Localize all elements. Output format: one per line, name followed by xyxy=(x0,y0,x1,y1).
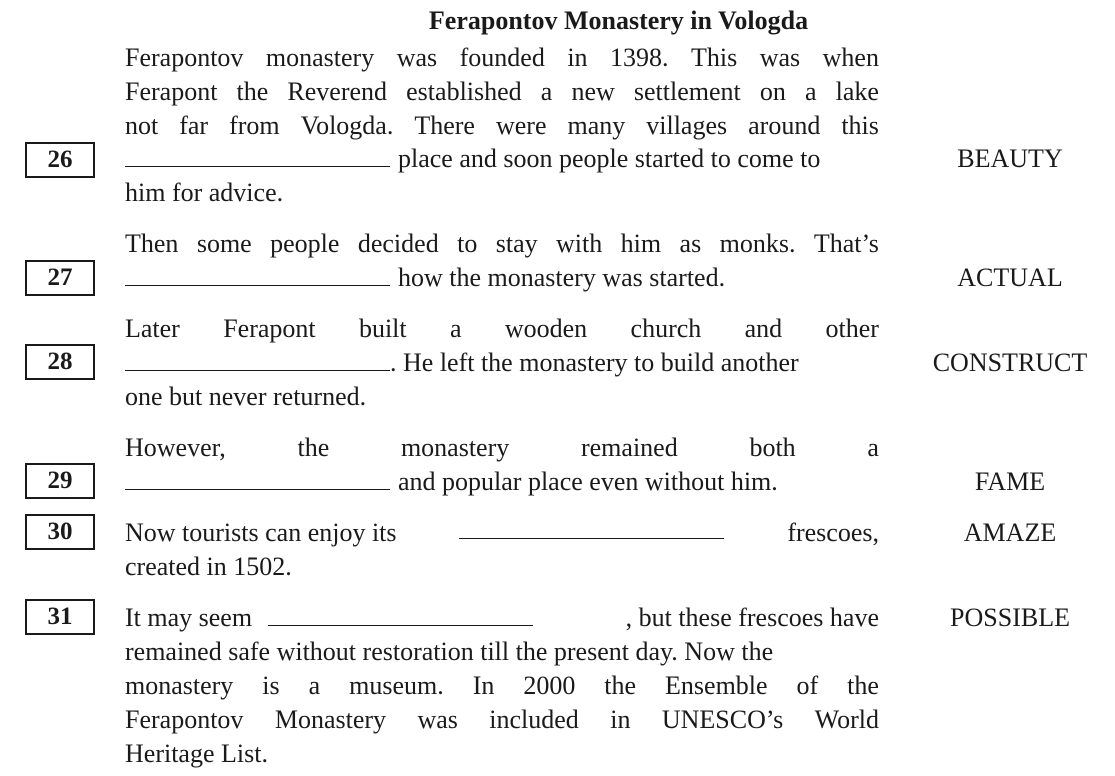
p31-line-2: remained safe without restoration till the present day. Now the xyxy=(125,637,774,666)
word: 1398. xyxy=(610,43,669,72)
word: Ferapontov xyxy=(125,43,244,72)
word: villages xyxy=(646,111,728,140)
p28-line-3: one but never returned. xyxy=(125,382,367,411)
word: museum. xyxy=(349,671,444,700)
word: a xyxy=(804,77,817,106)
word: to xyxy=(457,229,478,258)
keyword-actual: ACTUAL xyxy=(957,263,1063,292)
word: included xyxy=(489,705,579,734)
p26-line-5: him for advice. xyxy=(125,178,284,207)
word: stay xyxy=(495,229,538,258)
word: In xyxy=(472,671,495,700)
keyword-amaze: AMAZE xyxy=(963,518,1057,547)
word: around xyxy=(748,111,821,140)
word: Ferapont xyxy=(223,314,316,343)
word: the xyxy=(847,671,879,700)
word: settlement xyxy=(633,77,741,106)
word: This xyxy=(691,43,738,72)
word: a xyxy=(308,671,321,700)
word: Ferapontov xyxy=(125,705,244,734)
answer-blank-31[interactable] xyxy=(268,603,533,626)
p27-line-1 xyxy=(125,227,879,261)
word: Then xyxy=(125,229,179,258)
keyword-possible: POSSIBLE xyxy=(950,603,1070,632)
word: Later xyxy=(125,314,180,343)
keyword-fame: FAME xyxy=(974,467,1046,496)
task-number-30: 30 xyxy=(25,514,95,550)
p29-line-2 xyxy=(125,465,879,499)
word: Ensemble xyxy=(665,671,768,700)
word: far xyxy=(179,111,209,140)
p31-line-5: Heritage List. xyxy=(125,739,268,768)
p31-line-3 xyxy=(125,669,879,703)
p26-line-3 xyxy=(125,109,879,143)
word: many xyxy=(567,111,626,140)
word: both xyxy=(749,433,796,462)
p26-line-1 xyxy=(125,41,879,75)
word: a xyxy=(449,314,462,343)
p26-line-4-text: place and soon people started to come to xyxy=(398,144,821,173)
word: monastery xyxy=(125,671,234,700)
word: decided xyxy=(357,229,439,258)
p28-line-1 xyxy=(125,312,879,346)
p29-line-1 xyxy=(125,431,879,465)
word: on xyxy=(759,77,786,106)
p30-line-1-before: Now tourists can enjoy its xyxy=(125,518,397,547)
word: from xyxy=(229,111,280,140)
word: not xyxy=(125,111,159,140)
word: remained xyxy=(580,433,678,462)
p28-line-2-text: . He left the monastery to build another xyxy=(390,348,799,377)
word: Monastery xyxy=(274,705,387,734)
p27-line-2-text: how the monastery was started. xyxy=(398,263,726,292)
word: the xyxy=(604,671,637,700)
word: monks. xyxy=(719,229,796,258)
word: as xyxy=(679,229,702,258)
word: established xyxy=(406,77,522,106)
p29-line-2-text: and popular place even without him. xyxy=(398,467,778,496)
keyword-construct: CONSTRUCT xyxy=(932,348,1088,377)
task-number-28: 28 xyxy=(25,344,95,380)
word: built xyxy=(358,314,407,343)
p30-line-1 xyxy=(125,516,879,550)
word: 2000 xyxy=(523,671,576,700)
word: were xyxy=(495,111,547,140)
p27-line-2 xyxy=(125,261,879,295)
word: monastery xyxy=(400,433,510,462)
keyword-beauty: BEAUTY xyxy=(957,144,1063,173)
word: Reverend xyxy=(287,77,388,106)
task-number-26: 26 xyxy=(25,142,95,178)
task-number-31: 31 xyxy=(25,599,95,635)
word: lake xyxy=(835,77,879,106)
word: That’s xyxy=(813,229,879,258)
answer-blank-30[interactable] xyxy=(459,516,724,539)
word: the xyxy=(236,77,269,106)
word: Ferapont xyxy=(125,77,218,106)
p30-line-1-after: frescoes, xyxy=(787,518,879,547)
word: was xyxy=(417,705,458,734)
word: was xyxy=(759,43,801,72)
word: people xyxy=(270,229,340,258)
word: UNESCO’s xyxy=(661,705,784,734)
word: when xyxy=(822,43,879,72)
p31-line-1-before: It may seem xyxy=(125,603,253,632)
p26-line-4 xyxy=(125,142,879,176)
p28-line-2 xyxy=(125,346,879,380)
word: new xyxy=(571,77,615,106)
word: church xyxy=(630,314,702,343)
word: founded xyxy=(459,43,545,72)
word: and xyxy=(744,314,783,343)
p30-line-2: created in 1502. xyxy=(125,552,292,581)
task-number-29: 29 xyxy=(25,463,95,499)
p31-line-1-after: , but these frescoes have xyxy=(625,603,879,632)
word: the xyxy=(297,433,330,462)
word: this xyxy=(841,111,879,140)
word: Vologda. xyxy=(300,111,394,140)
word: other xyxy=(825,314,879,343)
word: However, xyxy=(125,433,226,462)
word: some xyxy=(196,229,252,258)
word: was xyxy=(396,43,438,72)
answer-blank-26[interactable] xyxy=(125,144,390,167)
answer-blank-28[interactable] xyxy=(125,348,390,371)
answer-blank-27[interactable] xyxy=(125,263,390,286)
answer-blank-29[interactable] xyxy=(125,467,390,490)
page-title: Ferapontov Monastery in Vologda xyxy=(428,6,809,35)
word: a xyxy=(867,433,879,462)
word: with xyxy=(556,229,603,258)
word: of xyxy=(796,671,819,700)
word: monastery xyxy=(265,43,375,72)
word: There xyxy=(414,111,475,140)
word: in xyxy=(567,43,588,72)
word: is xyxy=(262,671,280,700)
word: World xyxy=(814,705,879,734)
word: in xyxy=(610,705,631,734)
p31-line-4 xyxy=(125,703,879,737)
task-number-27: 27 xyxy=(25,260,95,296)
p26-line-2 xyxy=(125,75,879,109)
word: him xyxy=(620,229,662,258)
word: a xyxy=(540,77,553,106)
p31-line-1 xyxy=(125,601,879,635)
word: wooden xyxy=(504,314,588,343)
